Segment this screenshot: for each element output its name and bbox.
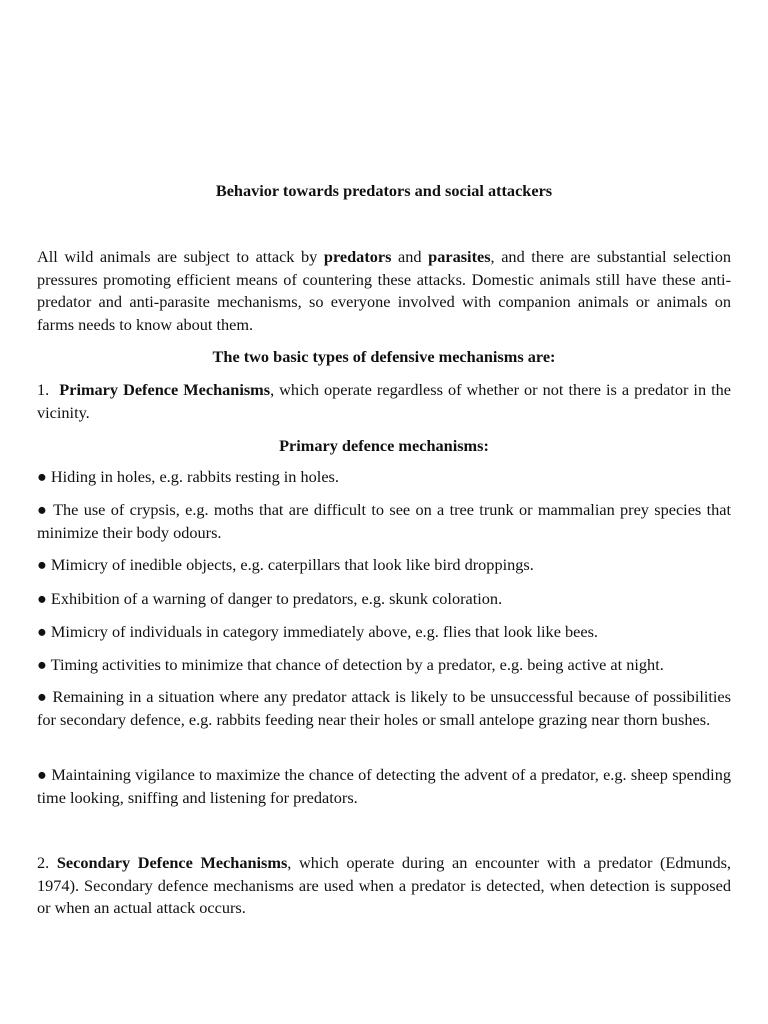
bullet-item: ● Mimicry of individuals in category immediately above, e.g. flies that look like bees. <box>37 622 598 641</box>
primary-mechanisms-paragraph <box>37 379 731 424</box>
secondary-mechanisms-paragraph <box>37 852 731 920</box>
intro-text-3: , and there are substantial selection pressures promoting efficient means of countering these attacks. Domestic animals still have these anti-predator and anti-parasite mechanisms, so everyone involved with companion animals or animals on farms needs to know about them. <box>37 247 731 334</box>
bullet-item: ● Remaining in a situation where any predator attack is likely to be unsuccessful because of possibilities for secondary defence, e.g. rabbits feeding near their holes or small antelope grazing near thorn bushes. <box>37 687 731 729</box>
bullet-item: ● The use of crypsis, e.g. moths that are difficult to see on a tree trunk or mammalian prey species that minimize their body odours. <box>37 500 731 542</box>
bullet-item: ● Hiding in holes, e.g. rabbits resting in holes. <box>37 467 339 486</box>
primary-number: 1. <box>37 380 60 399</box>
intro-text-1: All wild animals are subject to attack by <box>37 247 324 266</box>
primary-description: , which operate regardless of whether or not there is a predator in the vicinity. <box>37 380 732 422</box>
secondary-description: , which operate during an encounter with a predator (Edmunds, 1974). Secondary defence mechanisms are used when a predator is detected, when detection is supposed or when an actual attack occurs. <box>37 853 732 917</box>
secondary-term: Secondary Defence Mechanisms <box>56 853 288 872</box>
bullet-item: ● Maintaining vigilance to maximize the chance of detecting the advent of a predator, e.g. sheep spending time looking, sniffing and listening for predators. <box>37 765 731 807</box>
bullet-item: ● Mimicry of inedible objects, e.g. caterpillars that look like bird droppings. <box>37 555 534 574</box>
bullet-item: ● Exhibition of a warning of danger to predators, e.g. skunk coloration. <box>37 589 503 608</box>
intro-term-predators: predators <box>323 247 392 266</box>
intro-text-2: and <box>391 247 429 266</box>
types-heading: The two basic types of defensive mechanisms are: <box>212 347 556 366</box>
page-title: Behavior towards predators and social attackers <box>215 181 553 200</box>
intro-term-parasites: parasites <box>428 247 491 266</box>
primary-term: Primary Defence Mechanisms <box>59 380 271 399</box>
primary-defence-heading: Primary defence mechanisms: <box>279 436 489 455</box>
bullet-item: ● Timing activities to minimize that chance of detection by a predator, e.g. being active at night. <box>37 655 664 674</box>
secondary-number: 2. <box>37 853 57 872</box>
intro-paragraph <box>37 246 731 336</box>
